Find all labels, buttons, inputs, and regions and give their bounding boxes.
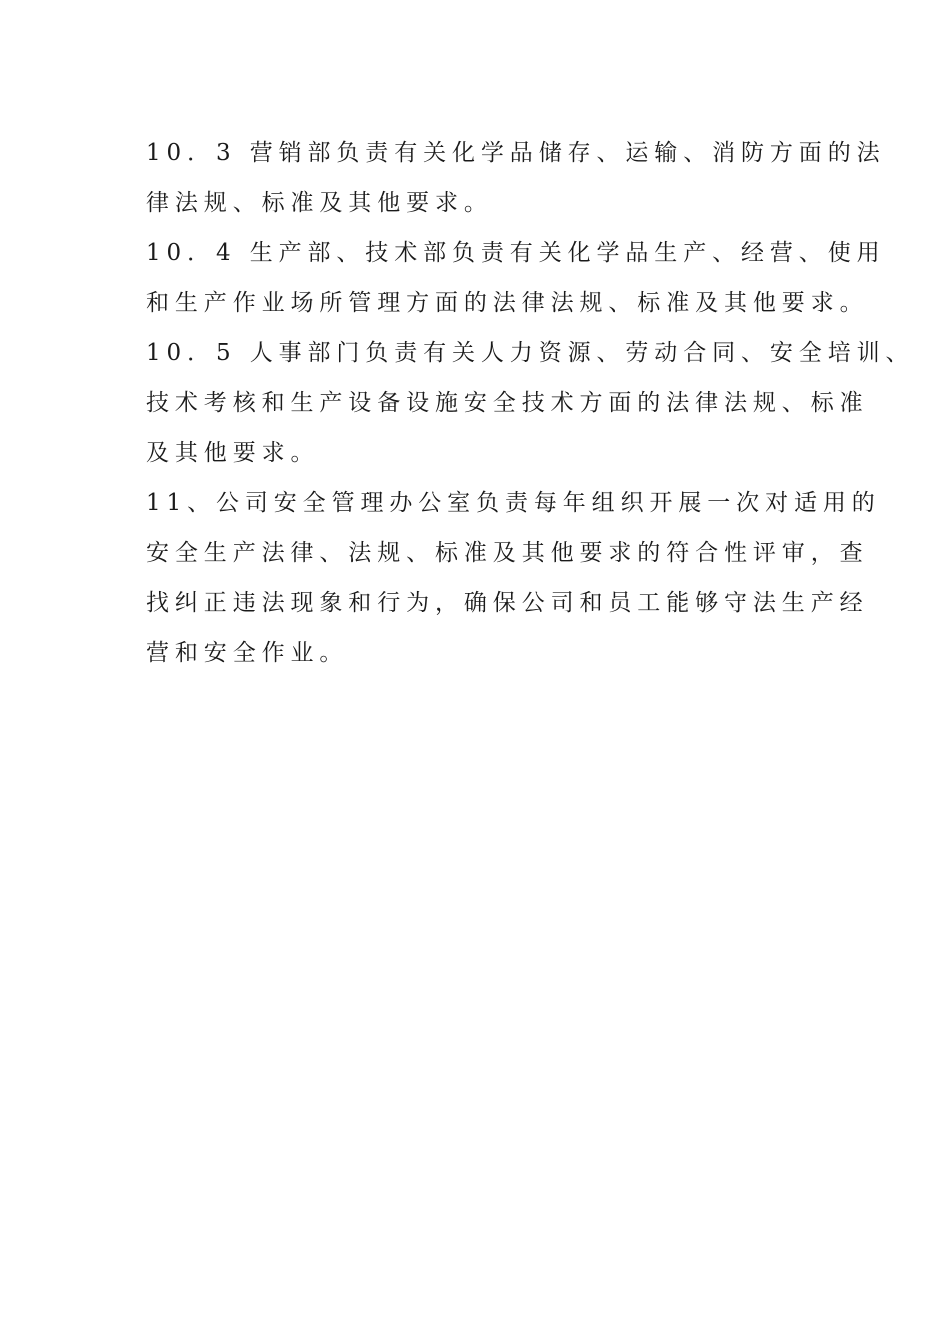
document-body <box>146 128 915 678</box>
clause-11-line-2: 安全生产法律、法规、标准及其他要求的符合性评审，查 <box>146 540 869 566</box>
clause-11-line-1: 11、公司安全管理办公室负责每年组织开展一次对适用的 <box>146 490 881 516</box>
clause-10-4-line-2: 和生产作业场所管理方面的法律法规、标准及其他要求。 <box>146 290 869 316</box>
clause-10-4-line-1: 10．4 生产部、技术部负责有关化学品生产、经营、使用 <box>146 240 886 266</box>
clause-10-5-line-2: 技术考核和生产设备设施安全技术方面的法律法规、标准 <box>146 390 869 416</box>
clause-11-line-3: 找纠正违法现象和行为，确保公司和员工能够守法生产经 <box>146 590 869 616</box>
clause-10-3-line-2: 律法规、标准及其他要求。 <box>146 190 493 216</box>
clause-11-line-4: 营和安全作业。 <box>146 640 349 666</box>
clause-10-5-line-1: 10．5 人事部门负责有关人力资源、劳动合同、安全培训、 <box>146 340 915 366</box>
clause-10-3-line-1: 10．3 营销部负责有关化学品储存、运输、消防方面的法 <box>146 140 886 166</box>
clause-10-5-line-3: 及其他要求。 <box>146 440 320 466</box>
